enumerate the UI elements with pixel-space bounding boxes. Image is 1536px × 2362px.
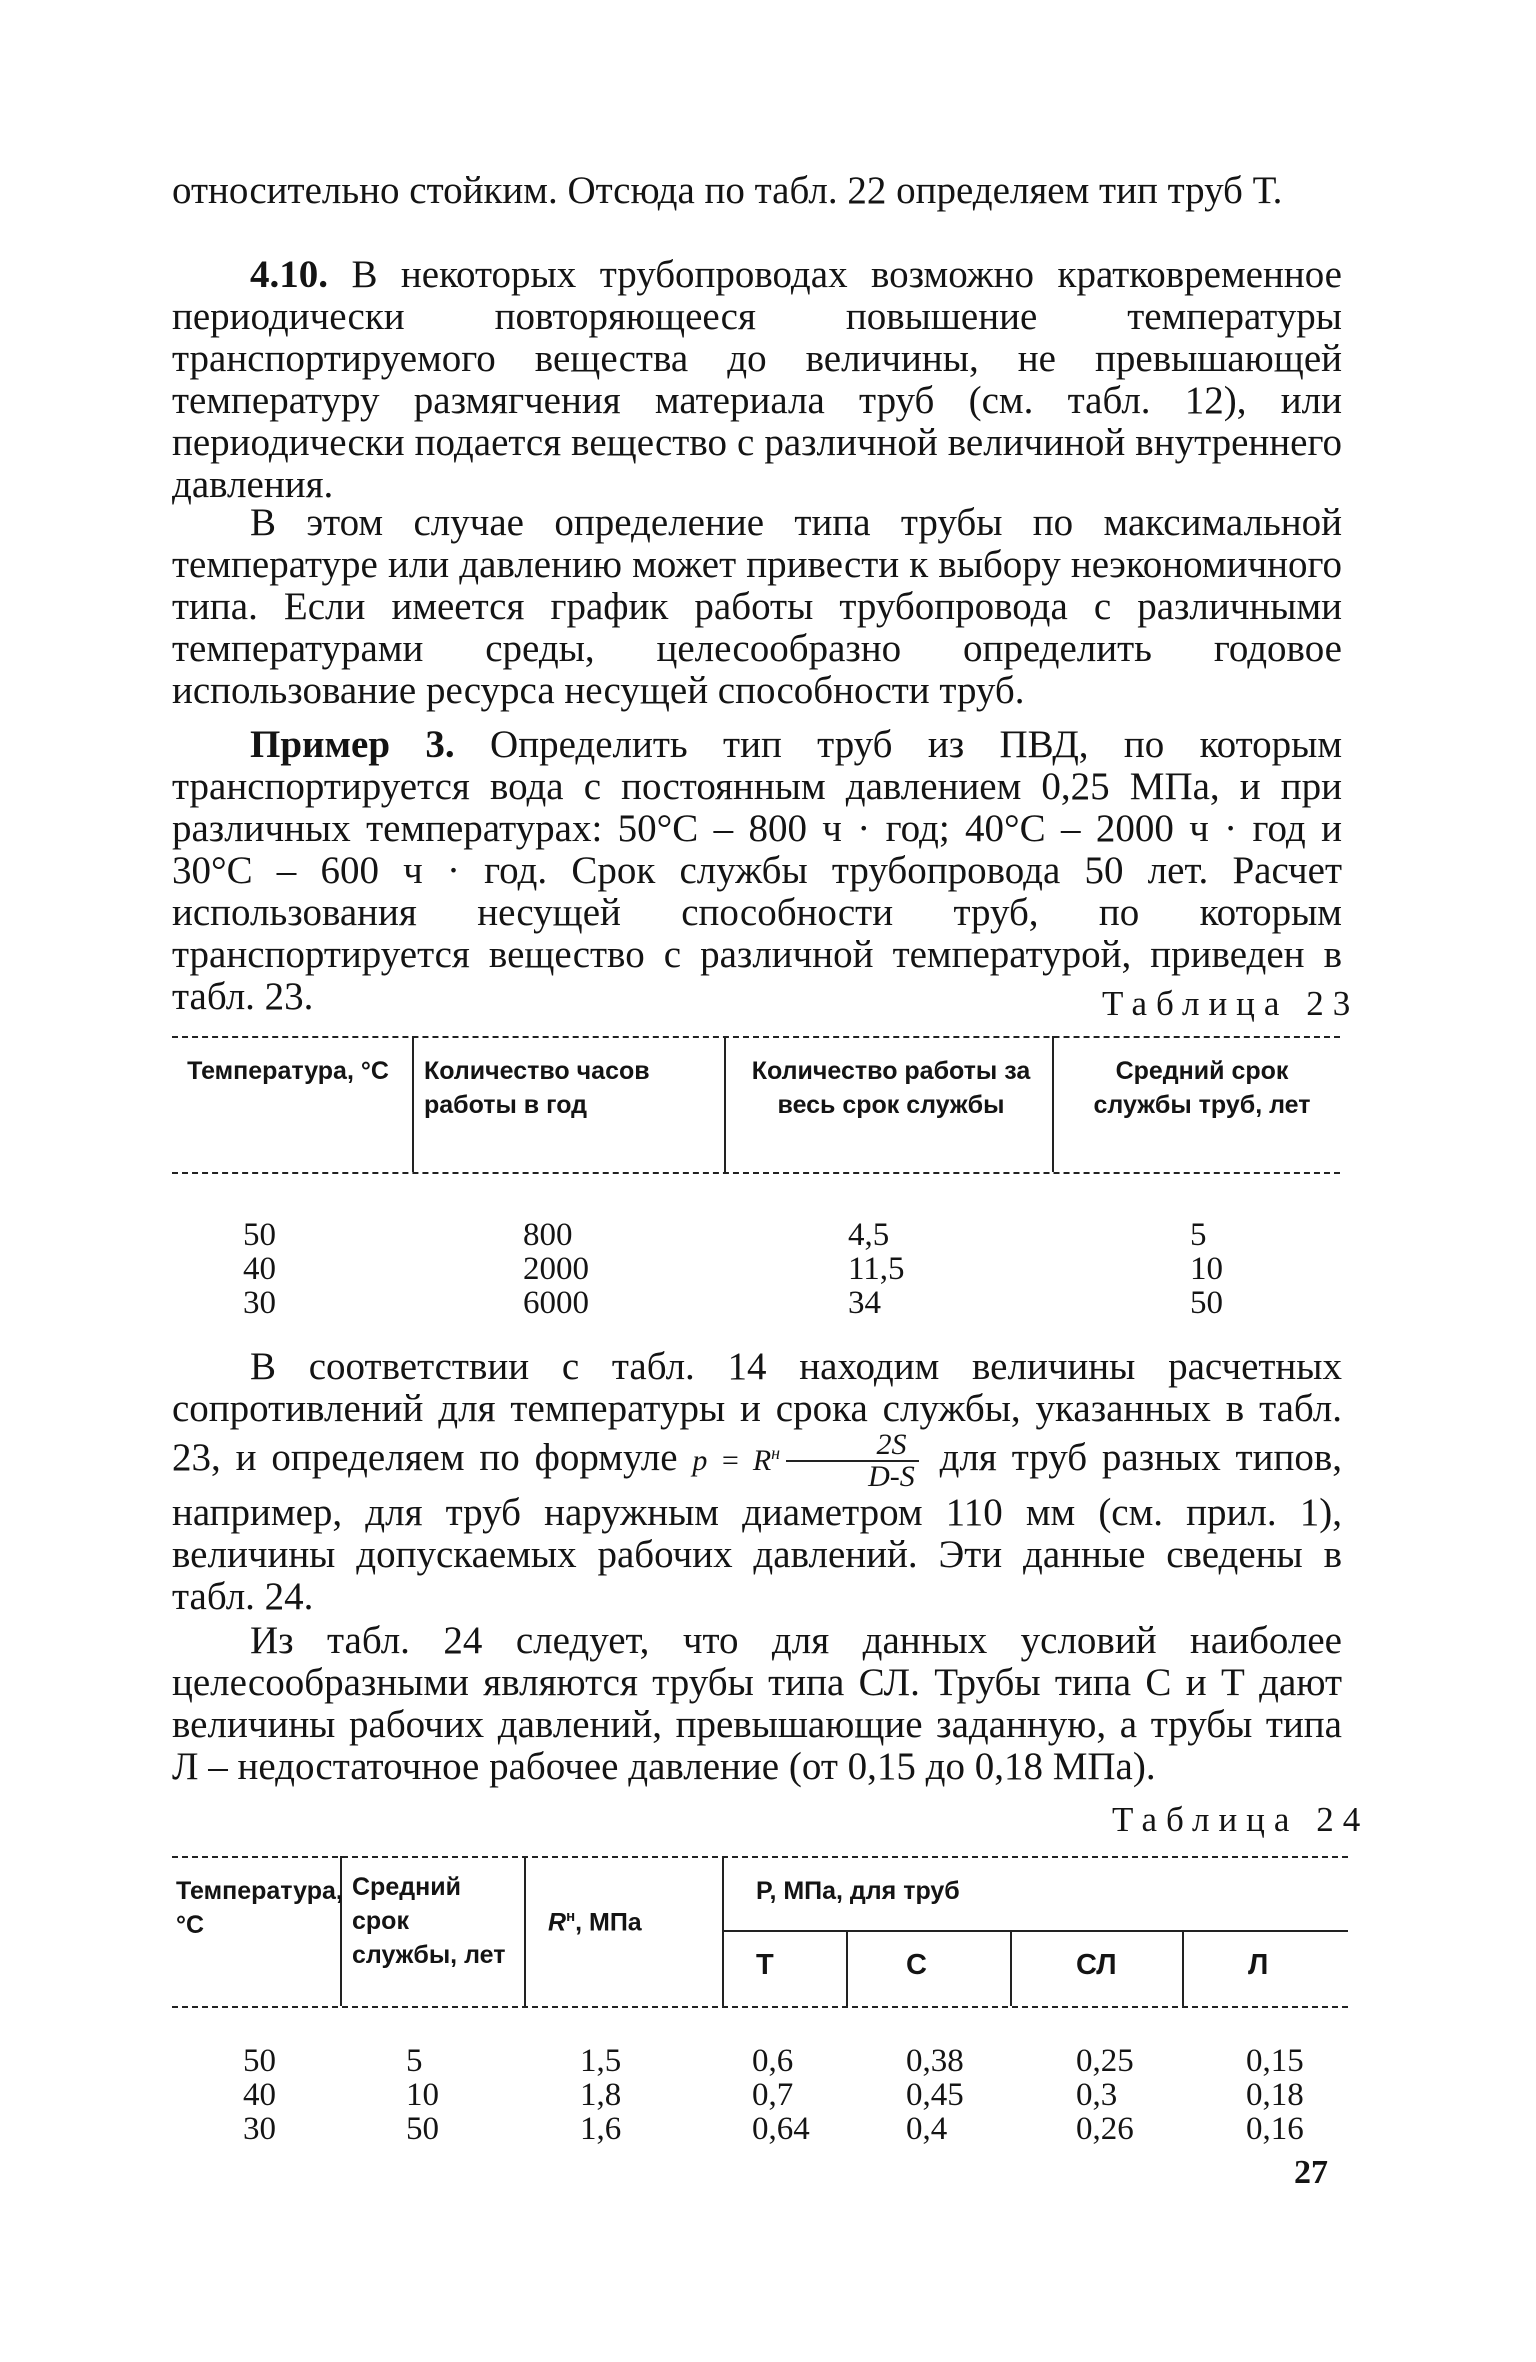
table-cell: 5 [1190, 1217, 1207, 1253]
table-divider [1010, 1930, 1012, 2006]
table-24-header-t: Т [756, 1949, 774, 1981]
table-cell: 40 [243, 1251, 276, 1287]
table-23-header-temp: Температура, °С [187, 1057, 389, 1085]
table-24-header-pressure: P, МПа, для труб [756, 1877, 960, 1905]
table-rule [172, 1856, 1348, 1858]
table-cell: 1,8 [580, 2077, 622, 2113]
page-number: 27 [1294, 2154, 1328, 2191]
table-cell: 50 [243, 2043, 276, 2079]
table-rule [172, 2006, 1348, 2008]
table-cell: 10 [406, 2077, 439, 2113]
table-23-header-work: Количество работы за весь срок службы [751, 1057, 1031, 1119]
table-cell: 50 [1190, 1285, 1223, 1321]
table-cell: 10 [1190, 1251, 1223, 1287]
table-cell: 1,5 [580, 2043, 622, 2079]
table-cell: 6000 [523, 1285, 589, 1321]
table-rule [172, 1172, 1340, 1174]
example-label: Пример 3. [250, 723, 455, 766]
table-cell: 5 [406, 2043, 423, 2079]
table-23-header-life: Средний срок службы труб, лет [1093, 1057, 1311, 1119]
table-cell: 4,5 [848, 1217, 890, 1253]
table-divider [1052, 1036, 1054, 1172]
table-cell: 11,5 [848, 1251, 905, 1287]
table-cell: 1,6 [580, 2111, 622, 2147]
paragraph-formula: В соответствии с табл. 14 находим величины расчетных сопротивлений для температуры и срока службы, указанных в табл. 23, и определяем по формуле $р = R^н$ $\frac{2S}{D-S}$ для труб разных типов, например, для труб наружным диаметром 110 мм (см. прил. 1), величины допускаемых рабочих давлений. Эти данные сведены в табл. 24. [172, 1345, 1342, 1618]
table-23-caption: Таблица 23 [1102, 984, 1360, 1023]
table-cell: 2000 [523, 1251, 589, 1287]
table-cell: 0,3 [1076, 2077, 1118, 2113]
table-24-header-temp: Температура, °С [176, 1877, 343, 1939]
paragraph-economy: В этом случае определение типа трубы по максимальной температуре или давлению может привести к выбору неэкономичного типа. Если имеется график работы трубопровода с различными температурами среды, целесообразно определить годовое использование ресурса несущей способности труб. [172, 501, 1342, 712]
table-24-header-r: $R^н$, МПа [548, 1908, 642, 1937]
table-cell: 0,38 [906, 2043, 964, 2079]
table-cell: 0,18 [1246, 2077, 1304, 2113]
table-cell: 0,4 [906, 2111, 948, 2147]
table-divider [1182, 1930, 1184, 2006]
table-cell: 800 [523, 1217, 573, 1253]
table-24-header-life: Средний срок службы, лет [352, 1873, 506, 1969]
table-cell: 0,15 [1246, 2043, 1304, 2079]
paragraph-continuation: относительно стойким. Отсюда по табл. 22 определяем тип труб Т. [172, 169, 1283, 212]
formula-lhs: $р = R^н$ [692, 1442, 781, 1477]
table-cell: 50 [406, 2111, 439, 2147]
paragraph-example-3: Пример 3. Определить тип труб из ПВД, по которым транспортируется вода с постоянным давлением 0,25 МПа, и при различных температурах: 50°С – 800 ч · год; 40°С – 2000 ч · год и 30°С – 600 ч · год. Срок службы трубопровода 50 лет. Расчет использования несущей способности труб, по которым транспортируется вещество с различной температурой, приведен в табл. 23. [172, 723, 1342, 1018]
table-cell: 0,7 [752, 2077, 794, 2113]
table-cell: 0,25 [1076, 2043, 1134, 2079]
table-cell: 0,45 [906, 2077, 964, 2113]
table-24-header-l: Л [1248, 1949, 1269, 1981]
paragraph-conclusion: Из табл. 24 следует, что для данных условий наиболее целесообразными являются трубы типа СЛ. Трубы типа С и Т дают величины рабочих давлений, превышающие заданную, а трубы типа Л – недостаточное рабочее давление (от 0,15 до 0,18 МПа). [172, 1619, 1342, 1788]
table-cell: 0,16 [1246, 2111, 1304, 2147]
table-divider [722, 1856, 724, 2006]
table-divider [412, 1036, 414, 1172]
table-divider [724, 1036, 726, 1172]
paragraph-4-10: 4.10. В некоторых трубопроводах возможно кратковременное периодически повторяющееся повышение температуры транспортируемого вещества до величины, не превышающей температуру размягчения материала труб (см. табл. 12), или периодически подается вещество с различной величиной внутреннего давления. [172, 253, 1342, 506]
table-rule [172, 1036, 1340, 1038]
table-cell: 50 [243, 1217, 276, 1253]
table-cell: 34 [848, 1285, 881, 1321]
table-cell: 40 [243, 2077, 276, 2113]
table-24-caption: Таблица 24 [1112, 1800, 1370, 1839]
table-cell: 30 [243, 1285, 276, 1321]
formula-fraction: $\frac{2S}{D-S}$ [786, 1430, 919, 1492]
table-cell: 30 [243, 2111, 276, 2147]
table-subrule [722, 1930, 1348, 1932]
table-24-header-s: С [906, 1949, 927, 1981]
table-23-header-hours: Количество часов работы в год [424, 1057, 650, 1119]
table-divider [846, 1930, 848, 2006]
section-number: 4.10. [250, 253, 328, 296]
table-cell: 0,26 [1076, 2111, 1134, 2147]
table-divider [524, 1856, 526, 2006]
table-cell: 0,6 [752, 2043, 794, 2079]
table-cell: 0,64 [752, 2111, 810, 2147]
table-24-header-sl: СЛ [1076, 1949, 1117, 1981]
